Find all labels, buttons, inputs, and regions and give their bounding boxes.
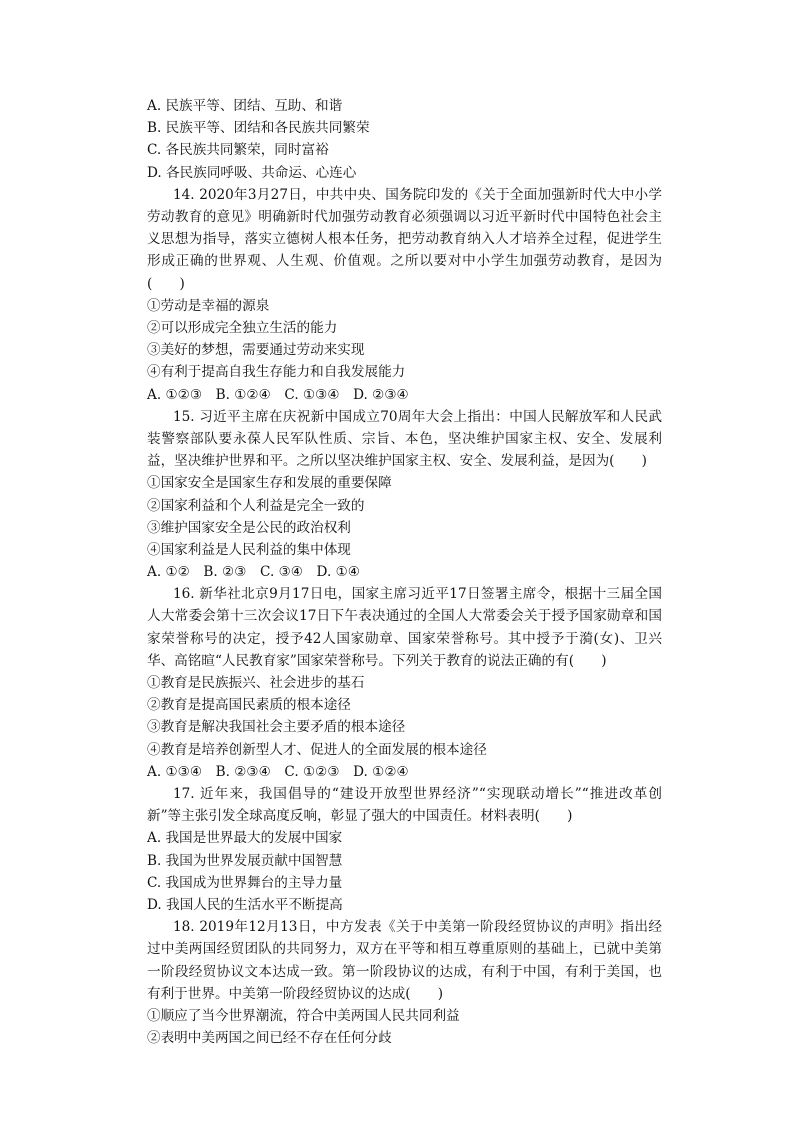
question-15 <box>147 406 662 584</box>
option-line: C. 各民族共同繁荣，同时富裕 <box>147 142 329 159</box>
statement-line: ③教育是解决我国社会主要矛盾的根本途径 <box>147 719 406 736</box>
option-line: C. 我国成为世界舞台的主导力量 <box>147 874 343 891</box>
question-stem: 16. 新华社北京9月17日电，国家主席习近平17日签署主席令，根据十三届全国人大常委会第十三次会议17日下午表决通过的全国人大常委会关于授予国家勋章和国家荣誉称号的决定，授予42人国家勋章、国家荣誉称号。其中授予于漪(女)、卫兴华、高铭暄“人民教育家”国家荣誉称号。下列关于教育的说法正确的有( ) <box>147 586 662 669</box>
question-13-options <box>147 95 662 184</box>
answer-choices: A. ①② B. ②③ C. ③④ D. ①④ <box>147 564 360 581</box>
option-line: B. 民族平等、团结和各民族共同繁荣 <box>147 120 370 137</box>
question-stem: 15. 习近平主席在庆祝新中国成立70周年大会上指出：中国人民解放军和人民武装警察部队要永葆人民军队性质、宗旨、本色，坚决维护国家主权、安全、发展利益，坚决维护世界和平。之所以坚决维护国家主权、安全、发展利益，是因为( ) <box>147 408 662 470</box>
statement-line: ①顺应了当今世界潮流，符合中美两国人民共同利益 <box>147 1007 460 1024</box>
statement-line: ④教育是培养创新型人才、促进人的全面发展的根本途径 <box>147 741 487 758</box>
statement-line: ④国家利益是人民利益的集中体现 <box>147 541 351 558</box>
option-line: B. 我国为世界发展贡献中国智慧 <box>147 852 343 869</box>
statement-line: ②表明中美两国之间已经不存在任何分歧 <box>147 1030 392 1047</box>
statement-line: ①劳动是幸福的源泉 <box>147 297 270 314</box>
statement-line: ②教育是提高国民素质的根本途径 <box>147 697 351 714</box>
option-line: A. 民族平等、团结、互助、和谐 <box>147 98 343 114</box>
option-line: D. 我国人民的生活水平不断提高 <box>147 896 343 913</box>
question-content <box>147 95 662 1049</box>
question-18 <box>147 916 662 1049</box>
question-stem: 18. 2019年12月13日，中方发表《关于中美第一阶段经贸协议的声明》指出经过中美两国经贸团队的共同努力，双方在平等和相互尊重原则的基础上，已就中美第一阶段经贸协议文本达成一致。第一阶段协议的达成，有利于中国，有利于美国，也有利于世界。中美第一阶段经贸协议的达成( ) <box>147 919 662 1002</box>
question-14 <box>147 184 662 406</box>
statement-line: ①国家安全是国家生存和发展的重要保障 <box>147 475 392 492</box>
statement-line: ②可以形成完全独立生活的能力 <box>147 319 338 336</box>
statement-line: ③维护国家安全是公民的政治权利 <box>147 519 351 536</box>
statement-line: ④有利于提高自我生存能力和自我发展能力 <box>147 364 406 381</box>
question-17 <box>147 783 662 916</box>
question-stem: 17. 近年来，我国倡导的“建设开放型世界经济”“实现联动增长”“推进改革创新”等主张引发全球高度反响，彰显了强大的中国责任。材料表明( ) <box>147 786 662 825</box>
option-line: A. 我国是世界最大的发展中国家 <box>147 830 343 847</box>
question-stem: 14. 2020年3月27日，中共中央、国务院印发的《关于全面加强新时代大中小学劳动教育的意见》明确新时代加强劳动教育必须强调以习近平新时代中国特色社会主义思想为指导，落实立德树人根本任务，把劳动教育纳入人才培养全过程，促进学生形成正确的世界观、人生观、价值观。之所以要对中小学生加强劳动教育，是因为( ) <box>147 186 662 292</box>
option-line: D. 各民族同呼吸、共命运、心连心 <box>147 164 357 181</box>
question-16 <box>147 583 662 783</box>
answer-choices: A. ①②③ B. ①②④ C. ①③④ D. ②③④ <box>147 386 409 403</box>
answer-choices: A. ①③④ B. ②③④ C. ①②③ D. ①②④ <box>147 763 409 780</box>
statement-line: ②国家利益和个人利益是完全一致的 <box>147 497 365 514</box>
statement-line: ①教育是民族振兴、社会进步的基石 <box>147 675 365 692</box>
statement-line: ③美好的梦想，需要通过劳动来实现 <box>147 342 365 359</box>
